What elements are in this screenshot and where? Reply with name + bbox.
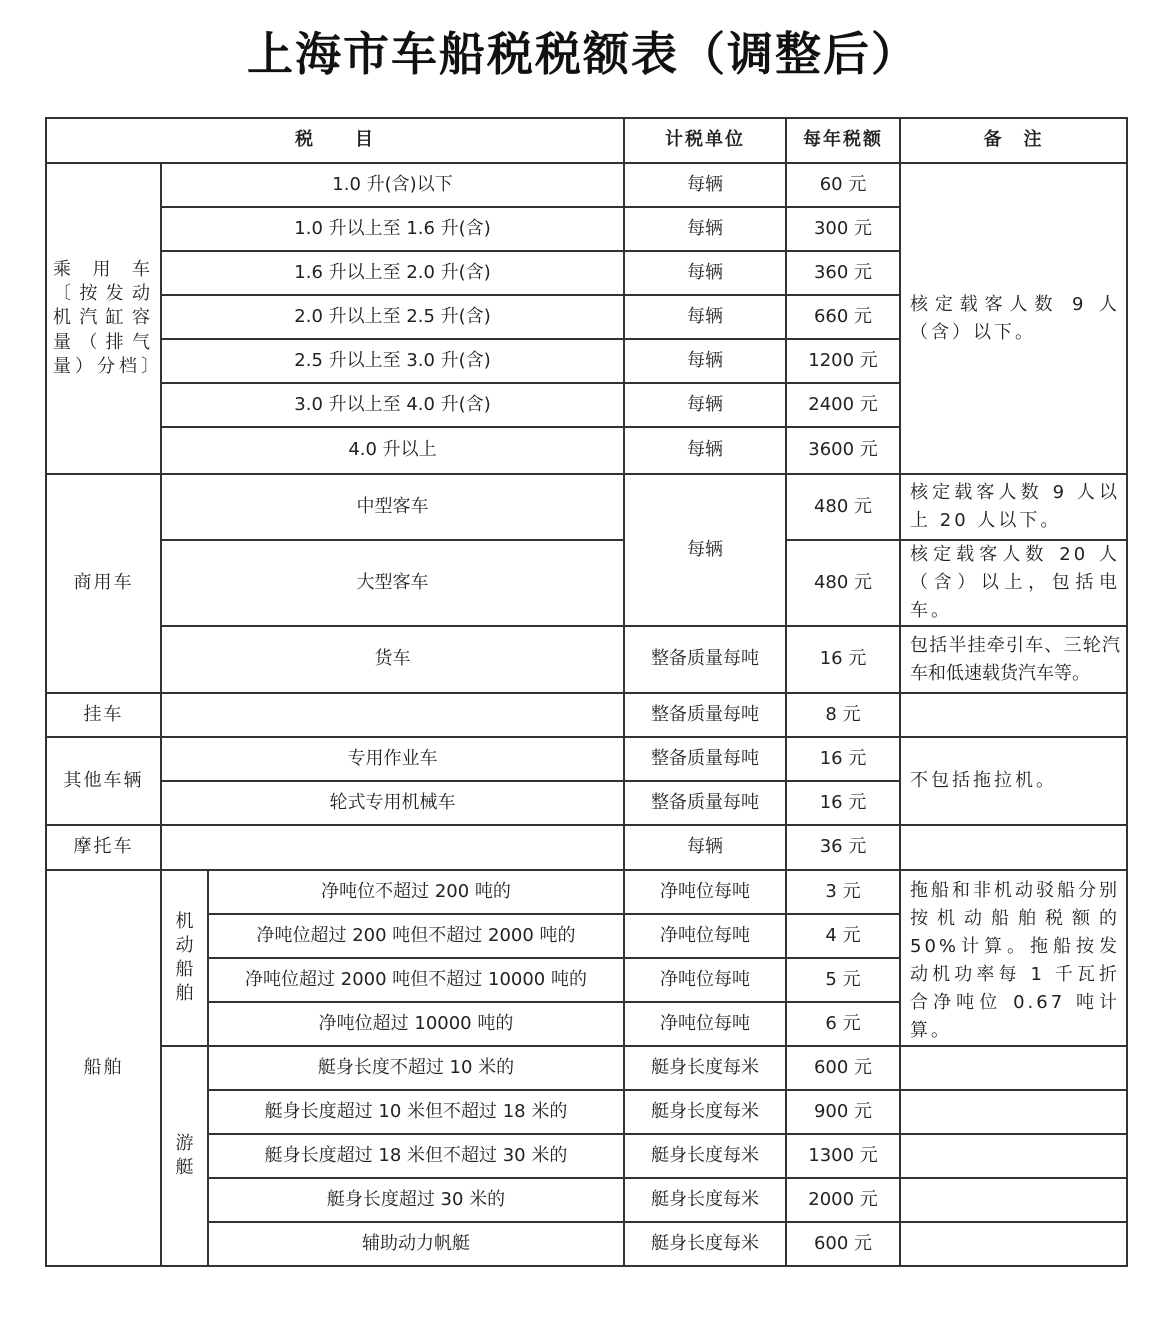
amount: 60 元 (786, 163, 900, 207)
amount: 1200 元 (786, 339, 900, 383)
item: 1.6 升以上至 2.0 升(含) (161, 251, 624, 295)
table-row (46, 693, 1127, 737)
item: 净吨位超过 200 吨但不超过 2000 吨的 (208, 914, 624, 958)
table-row (46, 1046, 1127, 1090)
table-row (46, 1222, 1127, 1266)
amount: 300 元 (786, 207, 900, 251)
item: 艇身长度超过 18 米但不超过 30 米的 (208, 1134, 624, 1178)
amount: 8 元 (786, 693, 900, 737)
unit: 净吨位每吨 (624, 1002, 786, 1046)
amount: 480 元 (786, 540, 900, 626)
unit: 每辆 (624, 474, 786, 626)
amount: 360 元 (786, 251, 900, 295)
subcategory-motor-ships: 机动船舶 (161, 870, 208, 1046)
item: 大型客车 (161, 540, 624, 626)
category-motorcycle: 摩托车 (46, 825, 161, 870)
item: 4.0 升以上 (161, 427, 624, 474)
empty-cell (900, 693, 1127, 737)
unit: 每辆 (624, 339, 786, 383)
header-row (46, 118, 1127, 163)
amount: 1300 元 (786, 1134, 900, 1178)
amount: 900 元 (786, 1090, 900, 1134)
remark: 核定载客人数 20 人（含）以上，包括电车。 (900, 540, 1127, 626)
amount: 5 元 (786, 958, 900, 1002)
unit: 每辆 (624, 825, 786, 870)
amount: 660 元 (786, 295, 900, 339)
item: 1.0 升(含)以下 (161, 163, 624, 207)
table-row (46, 626, 1127, 693)
unit: 每辆 (624, 295, 786, 339)
header-amount: 每年税额 (786, 118, 900, 163)
item: 中型客车 (161, 474, 624, 540)
empty-cell (900, 1046, 1127, 1090)
item: 净吨位不超过 200 吨的 (208, 870, 624, 914)
table-row (46, 870, 1127, 914)
remark: 拖船和非机动驳船分别按机动船舶税额的50%计算。拖船按发动机功率每 1 千瓦折合净吨位 0.67 吨计算。 (900, 870, 1127, 1046)
item: 2.0 升以上至 2.5 升(含) (161, 295, 624, 339)
tax-table (45, 117, 1128, 1267)
unit: 净吨位每吨 (624, 958, 786, 1002)
table-row (46, 1134, 1127, 1178)
page-title: 上海市车船税税额表（调整后） (247, 27, 919, 81)
table-row (46, 163, 1127, 207)
unit: 艇身长度每米 (624, 1134, 786, 1178)
item: 艇身长度不超过 10 米的 (208, 1046, 624, 1090)
amount: 600 元 (786, 1046, 900, 1090)
unit: 整备质量每吨 (624, 626, 786, 693)
amount: 3600 元 (786, 427, 900, 474)
unit: 整备质量每吨 (624, 737, 786, 781)
unit: 艇身长度每米 (624, 1090, 786, 1134)
item: 专用作业车 (161, 737, 624, 781)
category-ships: 船舶 (46, 870, 161, 1266)
empty-cell (161, 825, 624, 870)
remark: 核定载客人数 9 人以上 20 人以下。 (900, 474, 1127, 540)
table-row (46, 474, 1127, 540)
item: 轮式专用机械车 (161, 781, 624, 825)
table-row (46, 825, 1127, 870)
header-unit: 计税单位 (624, 118, 786, 163)
header-remarks: 备 注 (900, 118, 1127, 163)
amount: 2000 元 (786, 1178, 900, 1222)
amount: 600 元 (786, 1222, 900, 1266)
unit: 每辆 (624, 427, 786, 474)
unit: 每辆 (624, 163, 786, 207)
unit: 净吨位每吨 (624, 914, 786, 958)
table-row (46, 1178, 1127, 1222)
remark: 不包括拖拉机。 (900, 737, 1127, 825)
empty-cell (900, 1178, 1127, 1222)
amount: 480 元 (786, 474, 900, 540)
item: 艇身长度超过 30 米的 (208, 1178, 624, 1222)
unit: 艇身长度每米 (624, 1046, 786, 1090)
remark: 核定载客人数 9 人（含）以下。 (900, 163, 1127, 474)
unit: 每辆 (624, 251, 786, 295)
amount: 6 元 (786, 1002, 900, 1046)
table-row (46, 1090, 1127, 1134)
unit: 每辆 (624, 207, 786, 251)
table-row (46, 737, 1127, 781)
category-other: 其他车辆 (46, 737, 161, 825)
empty-cell (161, 693, 624, 737)
empty-cell (900, 1222, 1127, 1266)
unit: 整备质量每吨 (624, 693, 786, 737)
item: 辅助动力帆艇 (208, 1222, 624, 1266)
amount: 36 元 (786, 825, 900, 870)
item: 净吨位超过 10000 吨的 (208, 1002, 624, 1046)
unit: 艇身长度每米 (624, 1222, 786, 1266)
amount: 16 元 (786, 626, 900, 693)
remark: 包括半挂牵引车、三轮汽车和低速载货汽车等。 (900, 626, 1127, 693)
amount: 2400 元 (786, 383, 900, 427)
header-item: 税 目 (46, 118, 624, 163)
unit: 艇身长度每米 (624, 1178, 786, 1222)
item: 1.0 升以上至 1.6 升(含) (161, 207, 624, 251)
item: 3.0 升以上至 4.0 升(含) (161, 383, 624, 427)
item: 2.5 升以上至 3.0 升(含) (161, 339, 624, 383)
subcategory-yacht: 游艇 (161, 1046, 208, 1266)
item: 艇身长度超过 10 米但不超过 18 米的 (208, 1090, 624, 1134)
table-row (46, 540, 1127, 626)
category-passenger: 乘用车〔按发动机汽缸容量（排气量）分档〕 (46, 163, 161, 474)
amount: 16 元 (786, 781, 900, 825)
empty-cell (900, 825, 1127, 870)
unit: 每辆 (624, 383, 786, 427)
category-trailer: 挂车 (46, 693, 161, 737)
item: 货车 (161, 626, 624, 693)
unit: 整备质量每吨 (624, 781, 786, 825)
empty-cell (900, 1090, 1127, 1134)
category-commercial: 商用车 (46, 474, 161, 693)
unit: 净吨位每吨 (624, 870, 786, 914)
amount: 3 元 (786, 870, 900, 914)
amount: 16 元 (786, 737, 900, 781)
amount: 4 元 (786, 914, 900, 958)
item: 净吨位超过 2000 吨但不超过 10000 吨的 (208, 958, 624, 1002)
empty-cell (900, 1134, 1127, 1178)
